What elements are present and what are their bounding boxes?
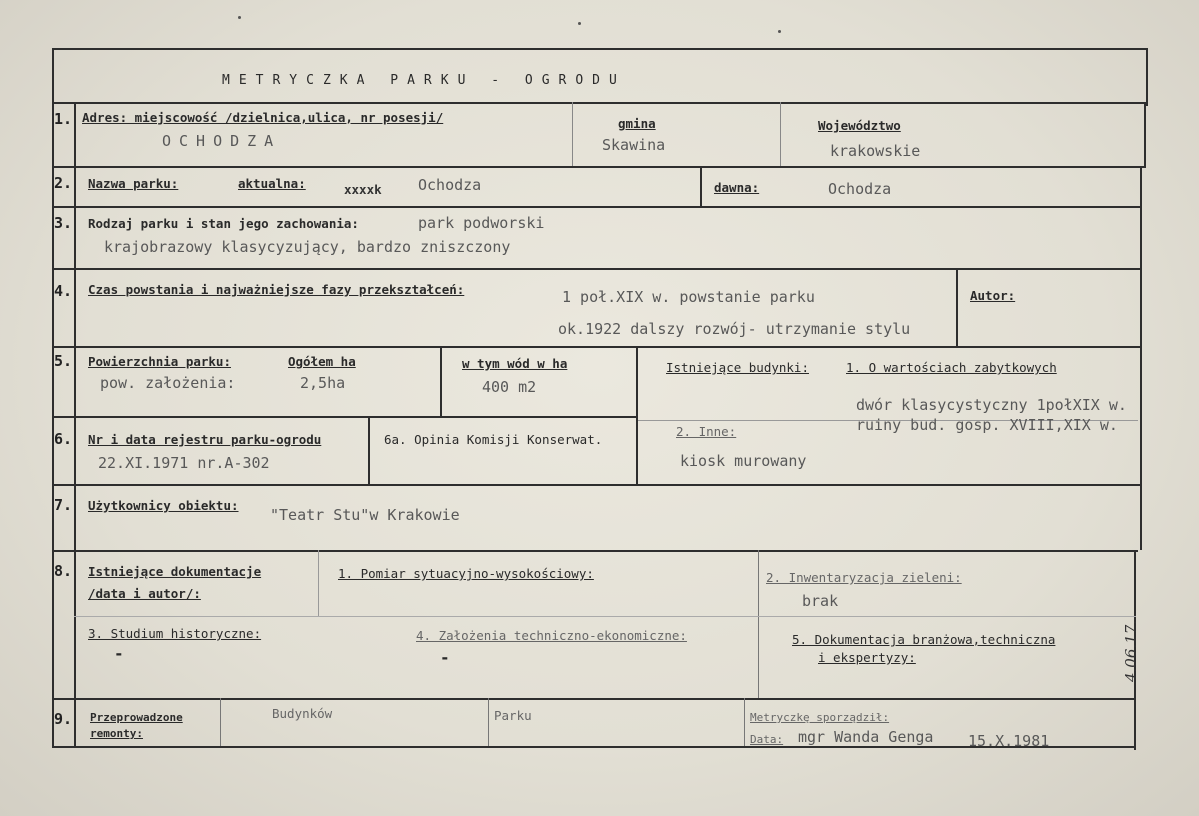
number-column-line [74, 102, 76, 747]
s6-divider [368, 416, 370, 484]
current-name-value: Ochodza [418, 176, 482, 194]
historical-study-value: - [114, 644, 124, 663]
s1-divider-gmina [572, 102, 573, 166]
s8-divider-1 [318, 550, 319, 616]
frame-right-line-1 [1144, 104, 1146, 168]
buildings-label: Istniejące budynki: [666, 360, 809, 375]
section-number-5: 5. [54, 352, 73, 370]
other-buildings-label: 2. Inne: [676, 424, 737, 439]
former-name-label: dawna: [714, 180, 760, 195]
address-label: Adres: miejscowość /dzielnica,ulica, nr posesji/ [82, 110, 444, 125]
form-title: METRYCZKA PARKU - OGRODU [222, 73, 626, 88]
s9-divider-1 [220, 698, 221, 746]
row-divider-1 [52, 102, 1146, 104]
row-divider-8 [52, 550, 1138, 552]
s5-divider-2 [636, 346, 638, 484]
sector-documentation-label-1: 5. Dokumentacja branżowa,techniczna [792, 632, 1056, 647]
voivodeship-label: Województwo [818, 118, 901, 133]
park-type-value-1: park podworski [418, 214, 545, 232]
section-number-1: 1. [54, 110, 73, 128]
total-ha-value: 2,5ha [300, 374, 346, 392]
renovations-label-1: Przeprowadzone [90, 711, 183, 724]
stray-dot [238, 16, 241, 19]
historical-study-label: 3. Studium historyczne: [88, 626, 262, 641]
register-value: 22.XI.1971 nr.A-302 [98, 454, 270, 472]
s8-mid-line [74, 616, 1136, 617]
section-number-3: 3. [54, 214, 73, 232]
section-number-7: 7. [54, 496, 73, 514]
history-label: Czas powstania i najważniejsze fazy przekształceń: [88, 282, 465, 297]
row-divider-6 [52, 416, 638, 418]
register-label: Nr i data rejestru parku-ogrodu [88, 432, 322, 447]
history-value-2: ok.1922 dalszy rozwój- utrzymanie stylu [558, 320, 911, 338]
documentation-label-2: /data i autor/: [88, 586, 201, 601]
water-ha-label: w tym wód w ha [462, 356, 568, 371]
gmina-label: gmina [618, 116, 656, 131]
former-name-value: Ochodza [828, 180, 892, 198]
section-number-4: 4. [54, 282, 73, 300]
greenery-inventory-label: 2. Inwentaryzacja zieleni: [766, 570, 962, 585]
area-sub-label: pow. założenia: [100, 374, 236, 392]
struck-out-text: xxxxk [344, 182, 382, 197]
historic-buildings-label: 1. O wartościach zabytkowych [846, 360, 1057, 375]
documentation-label-1: Istniejące dokumentacje [88, 564, 262, 579]
row-divider-7 [52, 484, 1140, 486]
author-label: Autor: [970, 288, 1016, 303]
area-label: Powierzchnia parku: [88, 354, 231, 369]
s5-divider-1 [440, 346, 442, 416]
prepared-date: 15.X.1981 [968, 732, 1050, 750]
historic-building-value-2: ruiny bud. gosp. XVIII,XIX w. [856, 416, 1118, 434]
author-name: mgr Wanda Genga [798, 728, 934, 746]
park-type-value-2: krajobrazowy klasycyzujący, bardzo zniszczony [104, 238, 511, 256]
voivodeship-value: krakowskie [830, 142, 921, 160]
s4-divider-autor [956, 268, 958, 346]
greenery-inventory-value: brak [802, 592, 839, 610]
buildings-renovations-label: Budynków [272, 706, 333, 721]
commission-opinion-label: 6a. Opinia Komisji Konserwat. [384, 432, 603, 447]
s1-divider-woj [780, 102, 781, 166]
park-name-label: Nazwa parku: [88, 176, 179, 191]
section-number-9: 9. [54, 710, 73, 728]
technical-assumptions-label: 4. Założenia techniczno-ekonomiczne: [416, 628, 687, 643]
stray-dot [578, 22, 581, 25]
row-divider-3 [52, 206, 1142, 208]
park-type-label: Rodzaj parku i stan jego zachowania: [88, 216, 359, 231]
row-divider-9 [52, 698, 1136, 700]
date-label: Data: [750, 733, 784, 746]
water-ha-value: 400 m2 [482, 378, 537, 396]
total-ha-label: Ogółem ha [288, 354, 356, 369]
history-value-1: 1 poł.XIX w. powstanie parku [562, 288, 815, 306]
users-value: "Teatr Stu"w Krakowie [270, 506, 460, 524]
other-buildings-value: kiosk murowany [680, 452, 807, 470]
row-divider-5 [52, 346, 1142, 348]
stray-dot [778, 30, 781, 33]
park-renovations-label: Parku [494, 708, 532, 723]
current-name-label: aktualna: [238, 176, 306, 191]
frame-right-line-2 [1140, 168, 1142, 550]
survey-label: 1. Pomiar sytuacyjno-wysokościowy: [338, 566, 594, 581]
section-number-6: 6. [54, 430, 73, 448]
technical-assumptions-value: - [440, 648, 450, 667]
renovations-label-2: remonty: [90, 727, 143, 740]
users-label: Użytkownicy obiektu: [88, 498, 239, 513]
s9-divider-2 [488, 698, 489, 746]
historic-building-value-1: dwór klasycystyczny 1połXIX w. [856, 396, 1127, 414]
frame-left-line [52, 48, 54, 748]
s2-divider [700, 166, 702, 206]
s8-divider-2 [758, 550, 759, 698]
section-number-8: 8. [54, 562, 73, 580]
prepared-by-label: Metryczkę sporządził: [750, 711, 890, 724]
row-divider-2 [52, 166, 1144, 168]
margin-note: 4.06.17. [1122, 619, 1140, 682]
frame-right-line [1146, 48, 1148, 106]
address-value: OCHODZA [162, 132, 282, 150]
gmina-value: Skawina [602, 136, 666, 154]
row-divider-4 [52, 268, 1142, 270]
s9-divider-3 [744, 698, 745, 746]
frame-top-line [52, 48, 1148, 50]
sector-documentation-label-2: i ekspertyzy: [818, 650, 916, 665]
section-number-2: 2. [54, 174, 73, 192]
